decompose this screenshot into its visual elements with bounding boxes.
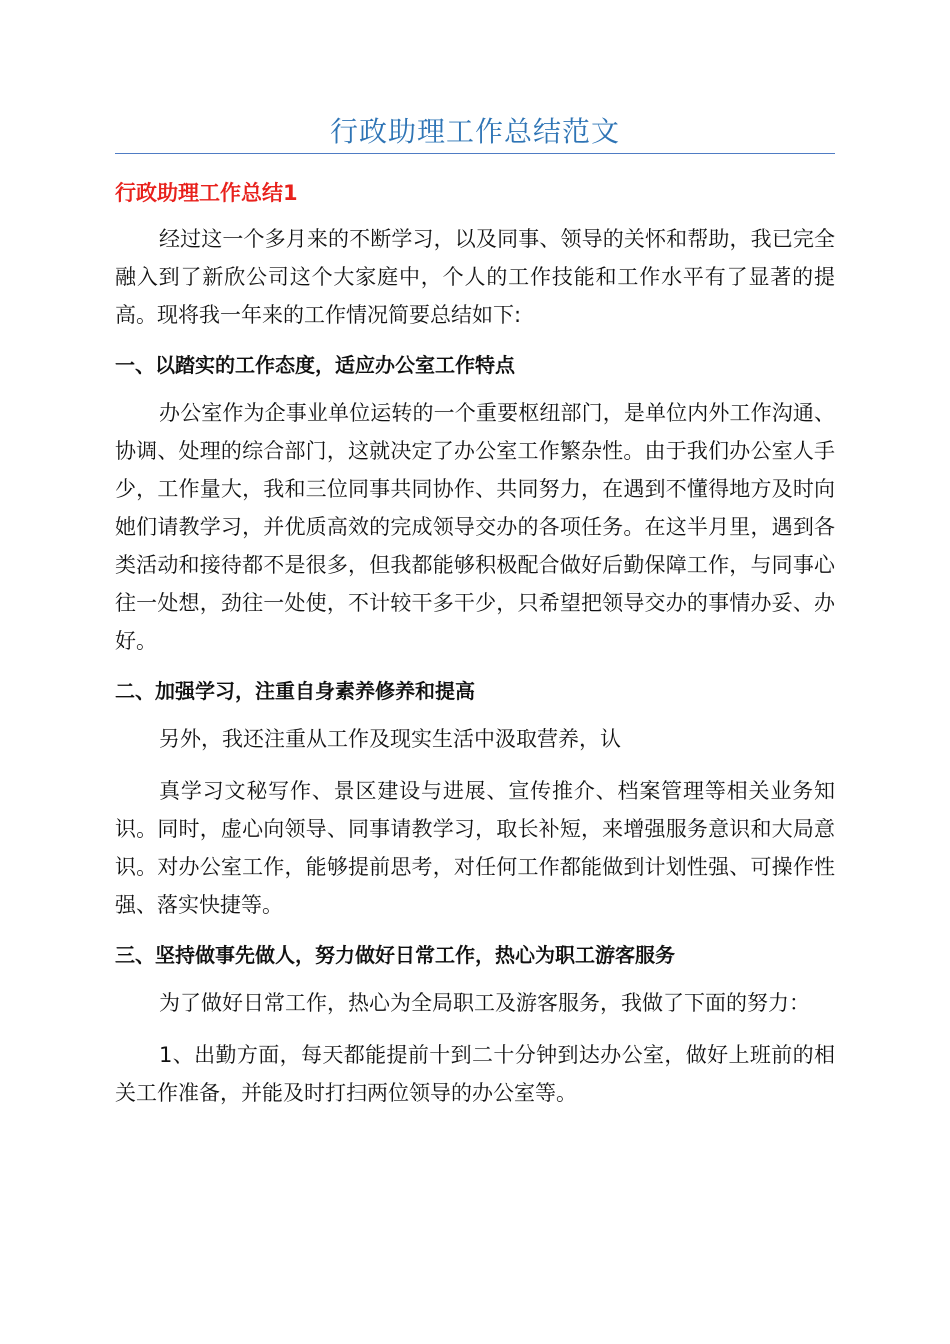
paragraph: 为了做好日常工作，热心为全局职工及游客服务，我做了下面的努力： bbox=[159, 991, 810, 1015]
subheading: 一、以踏实的工作态度，适应办公室工作特点 bbox=[115, 353, 515, 377]
paragraph: 1、出勤方面，每天都能提前十到二十分钟到达办公室，做好上班前的相关工作准备，并能及时打扫两位领导的办公室等。 bbox=[115, 1043, 835, 1105]
paragraph: 办公室作为企事业单位运转的一个重要枢纽部门，是单位内外工作沟通、协调、处理的综合部门，这就决定了办公室工作繁杂性。由于我们办公室人手少，工作量大，我和三位同事共同协作、共同努力，在遇到不懂得地方及时向她们请教学习，并优质高效的完成领导交办的各项任务。在这半月里，遇到各类活动和接待都不是很多，但我都能够积极配合做好后勤保障工作，与同事心往一处想，劲往一处使，不计较干多干少，只希望把领导交办的事情办妥、办好。 bbox=[115, 401, 835, 653]
subheading: 三、坚持做事先做人，努力做好日常工作，热心为职工游客服务 bbox=[115, 943, 675, 967]
paragraph: 经过这一个多月来的不断学习，以及同事、领导的关怀和帮助，我已完全融入到了新欣公司这个大家庭中，个人的工作技能和工作水平有了显著的提高。现将我一年来的工作情况简要总结如下: bbox=[115, 227, 835, 327]
section-heading: 行政助理工作总结1 bbox=[115, 181, 298, 205]
document-title: 行政助理工作总结范文 bbox=[329, 115, 620, 148]
document-body bbox=[115, 172, 835, 1126]
paragraph: 另外，我还注重从工作及现实生活中汲取营养，认 bbox=[159, 727, 621, 751]
subheading: 二、加强学习，注重自身素养修养和提高 bbox=[115, 679, 475, 703]
title-underline bbox=[115, 153, 835, 154]
paragraph: 真学习文秘写作、景区建设与进展、宣传推介、档案管理等相关业务知识。同时，虚心向领导、同事请教学习，取长补短，来增强服务意识和大局意识。对办公室工作，能够提前思考，对任何工作都能做到计划性强、可操作性强、落实快捷等。 bbox=[115, 779, 835, 917]
